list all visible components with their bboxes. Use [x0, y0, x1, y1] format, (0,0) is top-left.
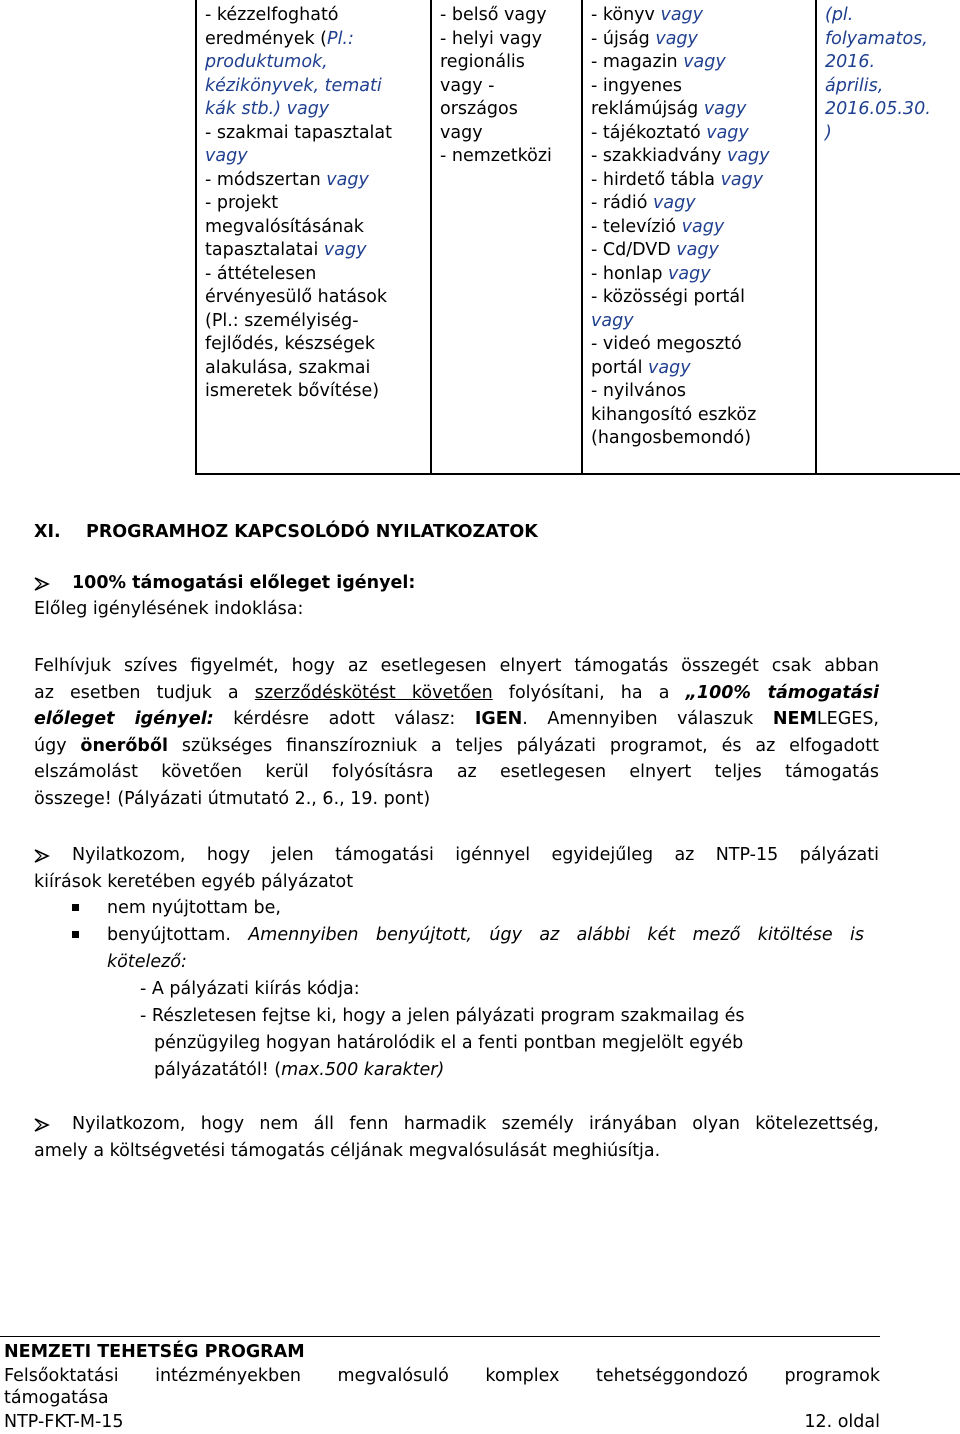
- arrow-bullet-icon: [34, 849, 50, 863]
- option-not-submitted: nem nyújtottam be,: [107, 898, 281, 918]
- table-cell-media: [582, 0, 816, 474]
- cell-line: tapasztalatai vagy: [205, 240, 367, 260]
- cell-line: - áttételesen: [205, 263, 317, 284]
- declaration-1-line1: Nyilatkozom, hogy jelen támogatási igénnyel egyidejűleg az NTP-15 pályázati: [72, 845, 879, 865]
- cell-line: fejlődés, készségek: [205, 334, 375, 354]
- field-call-code: - A pályázati kiírás kódja:: [140, 979, 360, 999]
- cell-line: produktumok,: [205, 52, 328, 72]
- cell-line: érvényesülő hatások: [205, 287, 387, 307]
- cell-line: - hirdető tábla vagy: [591, 169, 764, 190]
- advance-subheading: Előleg igénylésének indoklása:: [34, 599, 304, 619]
- cell-line: vagy: [591, 310, 634, 331]
- cell-line: (Pl.: személyiség-: [205, 310, 359, 331]
- cell-line: - helyi vagy: [440, 28, 542, 49]
- arrow-bullet-icon: [34, 577, 50, 591]
- declaration-1-line2: kiírások keretében egyéb pályázatot: [34, 872, 354, 892]
- footer-description: Felsőoktatási intézményekben megvalósuló komplex tehetséggondozó programok: [4, 1366, 880, 1386]
- cell-line: - belső vagy: [440, 5, 547, 25]
- cell-line: - honlap vagy: [591, 263, 711, 284]
- cell-line: április,: [825, 75, 884, 96]
- advance-heading: 100% támogatási előleget igényel:: [72, 573, 416, 593]
- cell-line: ): [825, 122, 832, 143]
- cell-line: 2016.05.30.: [825, 99, 931, 119]
- cell-line: megvalósításának: [205, 216, 364, 237]
- cell-line: reklámújság vagy: [591, 99, 747, 119]
- option-submitted: benyújtottam. Amennyiben benyújtott, úgy az alábbi két mező kitöltése is kötelező:: [107, 925, 865, 972]
- square-bullet-icon: [72, 931, 79, 938]
- cell-line: - szakkiadvány vagy: [591, 146, 770, 166]
- field-explanation-1: - Részletesen fejtse ki, hogy a jelen pályázati program szakmailag és: [140, 1006, 745, 1026]
- cell-line: - tájékoztató vagy: [591, 122, 749, 143]
- cell-line: - könyv vagy: [591, 5, 704, 25]
- cell-line: vagy: [205, 146, 248, 166]
- cell-line: országos: [440, 99, 518, 119]
- cell-line: 2016.: [825, 52, 876, 72]
- notice-paragraph: Felhívjuk szíves figyelmét, hogy az esetlegesen elnyert támogatás összegét csak abban az esetben tudjuk a szerződéskötést követően folyósítani, ha a „100% támogatási előleget igényel: kérdésre adott válasz: IGEN. Amennyiben válaszuk NEMLEGES, úgy önerőből szükséges finanszírozniuk a teljes pályázati programot, és az elfogadott elszámolást követően kerül folyósításra az esetlegesen elnyert teljes támogatás összege! (Pályázati útmutató 2., 6., 19. pont): [34, 656, 879, 809]
- cell-line: - nemzetközi: [440, 146, 552, 166]
- section-title-text: PROGRAMHOZ KAPCSOLÓDÓ NYILATKOZATOK: [86, 522, 538, 542]
- field-explanation-2: pénzügyileg hogyan határolódik el a fenti pontban megjelölt egyéb: [154, 1033, 744, 1053]
- arrow-bullet-icon: [34, 1118, 50, 1132]
- table-cell-scope: [431, 0, 582, 474]
- cell-line: kák stb.) vagy: [205, 99, 330, 119]
- cell-line: alakulása, szakmai: [205, 357, 371, 378]
- cell-line: - újság vagy: [591, 28, 698, 49]
- cell-line: - rádió vagy: [591, 193, 696, 213]
- cell-line: - magazin vagy: [591, 52, 726, 72]
- cell-line: - módszertan vagy: [205, 169, 369, 190]
- cell-line: folyamatos,: [825, 28, 928, 49]
- cell-line: regionális: [440, 52, 525, 72]
- declaration-2-line1: Nyilatkozom, hogy nem áll fenn harmadik személy irányában olyan kötelezettség,: [72, 1114, 879, 1134]
- cell-line: - közösségi portál: [591, 287, 745, 307]
- cell-line: - Cd/DVD vagy: [591, 240, 719, 260]
- footer-divider: [0, 1336, 880, 1337]
- cell-line: vagy -: [440, 75, 495, 96]
- cell-line: portál vagy: [591, 357, 691, 378]
- cell-line: - ingyenes: [591, 75, 683, 96]
- cell-line: vagy: [440, 122, 483, 143]
- table-cell-date: [816, 0, 960, 474]
- section-number: XI.: [34, 522, 61, 542]
- cell-line: - szakmai tapasztalat: [205, 122, 392, 143]
- footer-code: NTP-FKT-M-15: [4, 1412, 124, 1432]
- footer-description-2: támogatása: [4, 1388, 109, 1408]
- section-title: [34, 522, 538, 542]
- cell-line: - videó megosztó: [591, 334, 742, 354]
- field-explanation-3: pályázatától! (max.500 karakter): [154, 1060, 445, 1080]
- cell-line: - televízió vagy: [591, 216, 725, 237]
- footer-program: NEMZETI TEHETSÉG PROGRAM: [4, 1342, 305, 1362]
- declaration-2-line2: amely a költségvetési támogatás céljának megvalósulását meghiúsítja.: [34, 1141, 661, 1161]
- square-bullet-icon: [72, 904, 79, 911]
- table-continuation: [195, 0, 960, 475]
- cell-line: kihangosító eszköz: [591, 404, 757, 425]
- footer-page-number: 12. oldal: [804, 1412, 880, 1432]
- cell-line: eredmények (Pl.:: [205, 28, 354, 49]
- cell-line: (hangosbemondó): [591, 428, 752, 448]
- cell-line: - kézzelfogható: [205, 5, 339, 25]
- table-cell-results: [196, 0, 431, 474]
- cell-line: kézikönyvek, temati: [205, 75, 382, 96]
- cell-line: - nyilvános: [591, 381, 687, 401]
- cell-line: (pl.: [825, 5, 854, 25]
- cell-line: - projekt: [205, 193, 279, 213]
- cell-line: ismeretek bővítése): [205, 381, 380, 401]
